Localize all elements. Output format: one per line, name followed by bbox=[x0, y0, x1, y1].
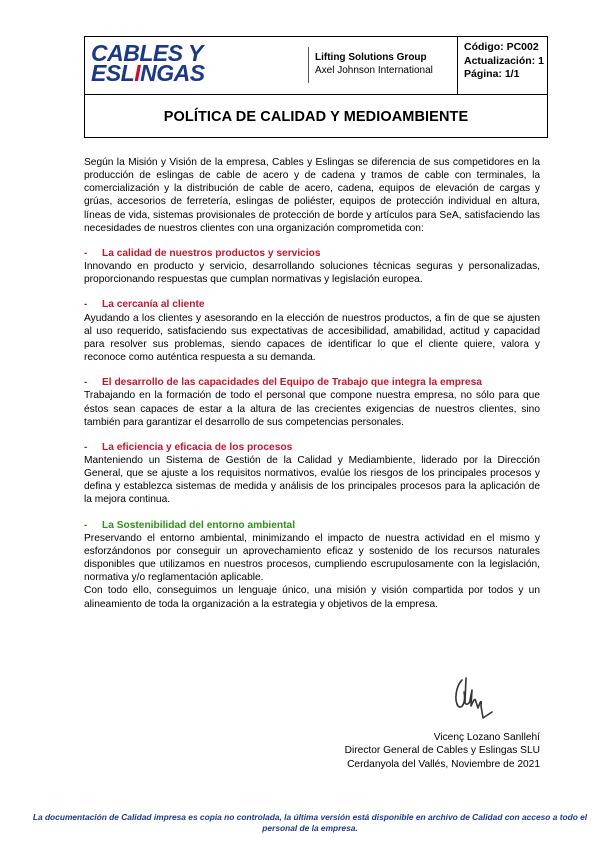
company-logo-cell bbox=[85, 37, 457, 94]
section-heading: - La Sostenibilidad del entorno ambiental bbox=[84, 519, 296, 531]
doc-revision: Actualización: 1 bbox=[464, 54, 544, 67]
section-text: Trabajando en la formación de todo el personal que compone nuestra empresa, no sólo para que éstos sean capaces de estar a la altura de las crecientes exigencias de nuestros clientes, sino también para garantizar el desarrollo de sus competencias personales. bbox=[84, 390, 540, 428]
group-parent: Axel Johnson International bbox=[315, 65, 433, 76]
company-logo bbox=[91, 40, 301, 86]
policy-section bbox=[84, 247, 540, 286]
footer-notice: La documentación de Calidad impresa es copia no controlada, la última versión está disponible en archivo de Calidad con acceso a todo el personal de la empresa. bbox=[32, 812, 588, 833]
closing-paragraph: Con todo ello, conseguimos un lenguaje único, una misión y visión compartida por todos y un alineamiento de toda la organización a la estrategia y objetivos de la empresa. bbox=[84, 585, 540, 610]
header-top-row bbox=[85, 37, 547, 95]
group-name bbox=[315, 51, 433, 77]
handwritten-signature bbox=[448, 672, 503, 727]
section-text: Ayudando a los clientes y asesorando en la elección de nuestros productos, a fin de que se ajusten al uso requerido, satisfaciendo sus expectativas de accesibilidad, amabilidad, actitud y capacidad para resolver sus problemas, siendo capaces de identificar lo que el cliente quiere, valora y reconoce como auténtica respuesta a su demanda. bbox=[84, 312, 540, 364]
section-heading: - La cercanía al cliente bbox=[84, 299, 205, 311]
document-meta bbox=[457, 37, 548, 94]
document-body bbox=[84, 156, 540, 611]
document-header bbox=[84, 36, 548, 138]
logo-line-1: CABLES Y bbox=[91, 40, 203, 66]
signature-place-date: Cerdanyola del Vallés, Noviembre de 2021 bbox=[347, 758, 540, 770]
signature-block bbox=[345, 731, 540, 771]
logo-line-2: ESLINGAS bbox=[91, 60, 205, 86]
section-text: Preservando el entorno ambiental, minimizando el impacto de nuestra actividad en el mismo y esforzándonos por conseguir un aprovechamiento eficaz y sostenido de los recursos naturales disponibles que utilizamos en nuestros procesos, cumpliendo escrupulosamente con la legislación, normativa y/o reglamentación aplicable. bbox=[84, 532, 540, 584]
doc-code: Código: PC002 bbox=[464, 41, 539, 53]
policy-section bbox=[84, 441, 540, 507]
logo-separator bbox=[308, 47, 309, 83]
policy-section bbox=[84, 519, 540, 585]
signer-role: Director General de Cables y Eslingas SLU bbox=[344, 745, 540, 757]
section-heading: - La eficiencia y eficacia de los procesos bbox=[84, 441, 293, 453]
doc-page: Página: 1/1 bbox=[464, 68, 520, 80]
section-text: Manteniendo un Sistema de Gestión de la Calidad y Mediambiente, liderado por la Dirección General, que se ajuste a los requisitos normativos, evalúe los riesgos de los principales procesos y defina y establezca sistemas de medida y análisis de los principales procesos para la aplicación de la mejora continua. bbox=[84, 454, 540, 506]
policy-section bbox=[84, 298, 540, 364]
signer-name: Vicenç Lozano Sanllehí bbox=[433, 732, 540, 743]
section-heading: - La calidad de nuestros productos y servicios bbox=[84, 247, 321, 259]
section-heading: - El desarrollo de las capacidades del Equipo de Trabajo que integra la empresa bbox=[84, 377, 482, 389]
section-text: Innovando en producto y servicio, desarrollando soluciones técnicas seguras y personalizadas, proporcionando respuestas que cumplan normativas y legislación europea. bbox=[84, 261, 540, 286]
intro-paragraph: Según la Misión y Visión de la empresa, Cables y Eslingas se diferencia de sus competidores en la producción de eslingas de cable de acero y de cadena y tramos de cable con terminales, la comercialización y la distribución de cable de acero, cadena, equipos de elevación de cargas y grúas, accesorios de ferretería, eslingas de poliéster, equipos de protección individual en altura, líneas de vida, sistemas provisionales de protección de borde y artículos para SeA, satisfaciendo las necesidades de nuestros clientes con una organización comprometida con: bbox=[84, 157, 540, 234]
document-title: POLÍTICA DE CALIDAD Y MEDIOAMBIENTE bbox=[163, 108, 469, 125]
policy-section bbox=[84, 376, 540, 429]
group-title: Lifting Solutions Group bbox=[315, 52, 427, 63]
